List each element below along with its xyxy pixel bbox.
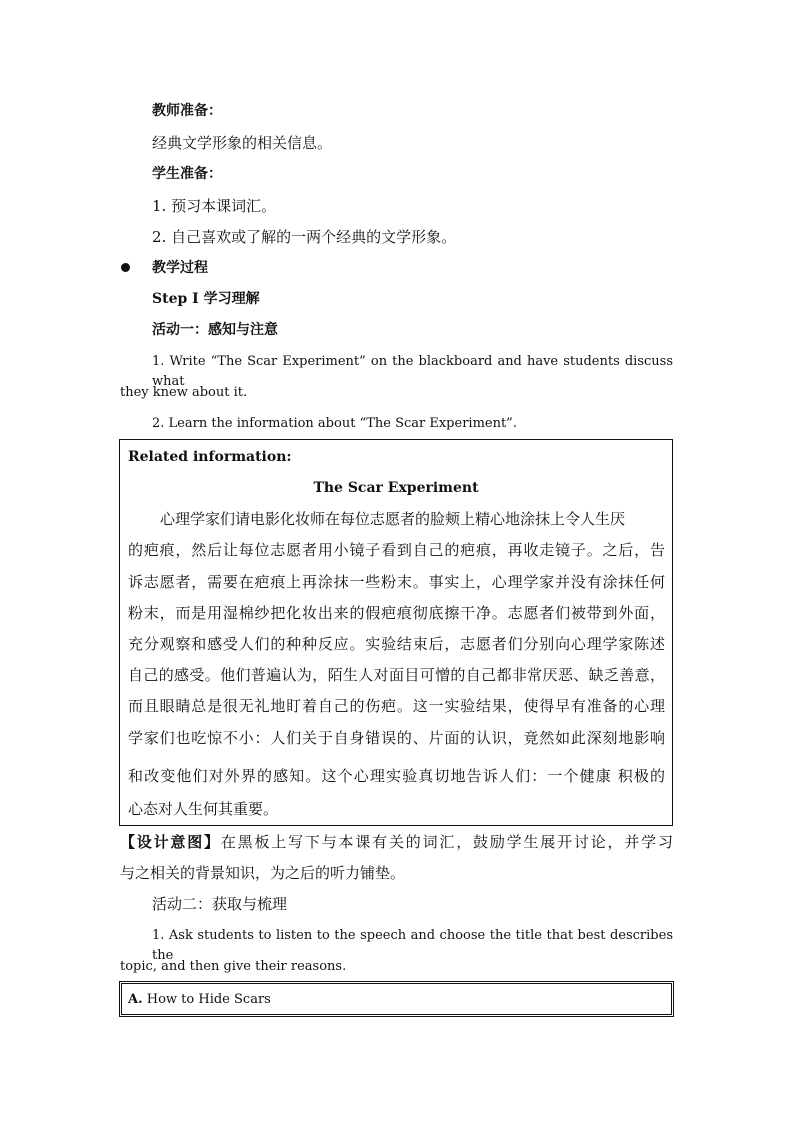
activity2-heading: 活动二：获取与梳理 xyxy=(152,895,288,913)
related-text-line: 诉志愿者，需要在疤痕上再涂抹一些粉末。事实上，心理学家并没有涂抹任何 xyxy=(128,573,665,591)
activity1-paragraph1-line2: they knew about it. xyxy=(120,385,248,400)
related-text-line: 和改变他们对外界的感知。这个心理实验真切地告诉人们：一个健康 积极的 xyxy=(128,767,665,785)
related-text-line: 心理学家们请电影化妆师在每位志愿者的脸颊上精心地涂抹上令人生厌 xyxy=(160,510,626,528)
related-text-line: 充分观察和感受人们的种种反应。实验结束后，志愿者们分别向心理学家陈述 xyxy=(128,635,665,653)
option-text: How to Hide Scars xyxy=(142,992,271,1007)
step1-heading: Step I 学习理解 xyxy=(152,291,260,307)
bullet-icon xyxy=(121,263,130,272)
related-text-line: 的疤痕，然后让每位志愿者用小镜子看到自己的疤痕，再收走镜子。之后，告 xyxy=(128,541,665,559)
related-text-line: 自己的感受。他们普遍认为，陌生人对面目可憎的自己都非常厌恶、缺乏善意， xyxy=(128,666,665,684)
design-intent-line1 xyxy=(120,832,673,852)
option-a xyxy=(128,990,271,1010)
activity2-paragraph1-line2: topic, and then give their reasons. xyxy=(120,959,347,974)
related-text-line: 学家们也吃惊不小：人们关于自身错误的、片面的认识，竟然如此深刻地影响 xyxy=(128,729,665,747)
option-letter: A. xyxy=(128,992,143,1007)
activity1-paragraph1-line1: 1. Write “The Scar Experiment” on the blackboard and have students discuss what xyxy=(152,354,673,389)
design-intent-text: 在黑板上写下与本课有关的词汇，鼓励学生展开讨论，并学习 xyxy=(220,833,673,851)
student-prep-heading: 学生准备： xyxy=(152,166,222,182)
related-information-title: The Scar Experiment xyxy=(313,480,479,496)
activity1-paragraph2: 2. Learn the information about “The Scar Experiment”. xyxy=(152,416,517,431)
design-intent-line2: 与之相关的背景知识，为之后的听力铺垫。 xyxy=(120,864,406,882)
teacher-prep-heading: 教师准备： xyxy=(152,103,222,119)
related-information-box xyxy=(119,439,673,826)
student-prep-item: 1. 预习本课词汇。 xyxy=(152,197,277,215)
related-information-label: Related information: xyxy=(128,449,292,465)
related-text-line: 心态对人生何其重要。 xyxy=(128,800,279,818)
related-text-line: 而且眼睛总是很无礼地盯着自己的伤疤。这一实验结果，使得早有准备的心理 xyxy=(128,697,665,715)
activity2-paragraph1-line1: 1. Ask students to listen to the speech and choose the title that best describes the xyxy=(152,928,673,963)
teacher-prep-content: 经典文学形象的相关信息。 xyxy=(152,134,333,152)
activity1-heading: 活动一：感知与注意 xyxy=(152,322,278,338)
design-intent-label: 【设计意图】 xyxy=(120,833,221,851)
student-prep-item: 2. 自己喜欢或了解的一两个经典的文学形象。 xyxy=(152,228,457,246)
related-text-line: 粉末，而是用湿棉纱把化妆出来的假疤痕彻底擦干净。志愿者们被带到外面， xyxy=(128,604,665,622)
teaching-process-heading: 教学过程 xyxy=(152,260,208,276)
option-box xyxy=(119,981,674,1017)
